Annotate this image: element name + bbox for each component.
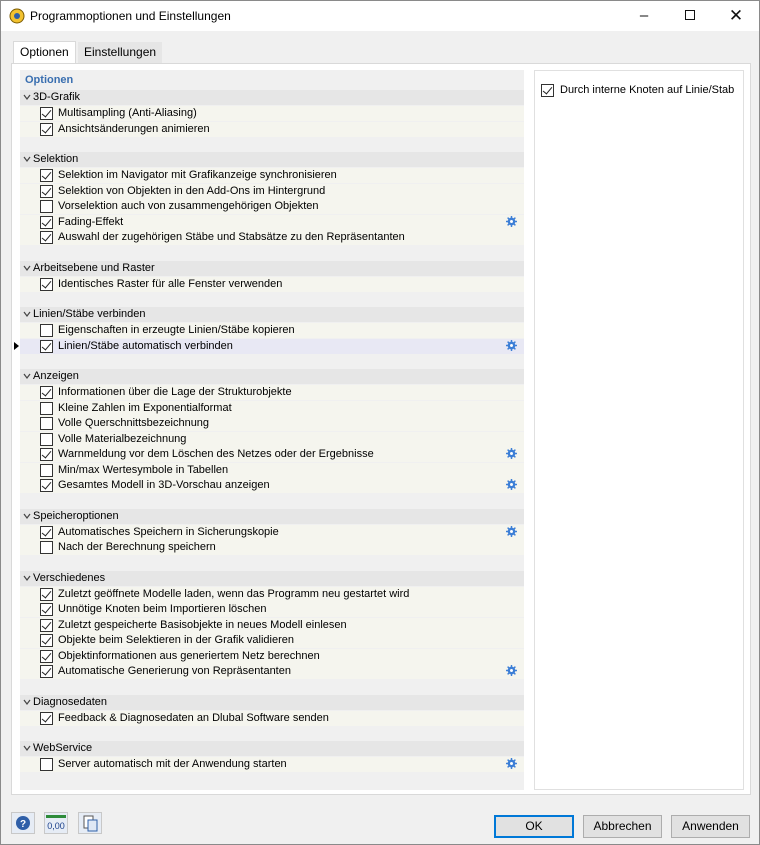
title-bar: [1, 1, 759, 31]
group-header[interactable]: [20, 369, 524, 384]
option-label: Vorselektion auch von zusammengehörigen Objekten: [58, 200, 319, 212]
option-label: Objektinformationen aus generiertem Netz berechnen: [58, 649, 320, 662]
settings-gear-icon[interactable]: [506, 526, 517, 537]
svg-text:?: ?: [19, 819, 27, 830]
option-checkbox[interactable]: [40, 464, 53, 477]
option-label: Automatische Generierung von Repräsentanten: [58, 665, 291, 677]
option-row[interactable]: [20, 199, 524, 214]
option-row[interactable]: [20, 168, 524, 183]
option-checkbox[interactable]: [40, 665, 53, 678]
group-title: 3D-Grafik: [33, 91, 81, 103]
option-checkbox[interactable]: [40, 619, 53, 632]
option-label: Eigenschaften in erzeugte Linien/Stäbe kopieren: [58, 324, 295, 336]
group-header[interactable]: [20, 307, 524, 322]
option-row[interactable]: [20, 757, 524, 772]
option-row[interactable]: [20, 540, 524, 555]
row-pointer-icon: [14, 342, 19, 350]
collapse-arrow-icon[interactable]: [23, 744, 31, 752]
option-checkbox[interactable]: [40, 107, 53, 120]
bottom-bar: [1, 806, 759, 844]
option-label: Warnmeldung vor dem Löschen des Netzes oder der Ergebnisse: [58, 448, 374, 460]
option-label: Linien/Stäbe automatisch verbinden: [58, 339, 233, 352]
collapse-arrow-icon[interactable]: [23, 372, 31, 380]
option-label: Automatisches Speichern in Sicherungskopie: [58, 525, 279, 538]
option-label: Selektion von Objekten in den Add-Ons im Hintergrund: [58, 184, 326, 197]
option-checkbox[interactable]: [40, 169, 53, 182]
option-label: Auswahl der zugehörigen Stäbe und Stabsätze zu den Repräsentanten: [58, 231, 405, 243]
close-button[interactable]: ✕: [728, 6, 744, 25]
option-checkbox[interactable]: [40, 588, 53, 601]
model-data-button[interactable]: [78, 812, 102, 834]
collapse-arrow-icon[interactable]: [23, 512, 31, 520]
option-checkbox[interactable]: [40, 526, 53, 539]
collapse-arrow-icon[interactable]: [23, 264, 31, 272]
tab-strip: [1, 31, 759, 64]
option-checkbox[interactable]: [40, 448, 53, 461]
cancel-button[interactable]: Abbrechen: [583, 815, 662, 838]
option-row[interactable]: [20, 339, 524, 354]
option-checkbox[interactable]: [40, 479, 53, 492]
internal-nodes-label: Durch interne Knoten auf Linie/Stab: [560, 84, 735, 96]
option-label: Fading-Effekt: [58, 215, 124, 228]
ok-button[interactable]: OK: [494, 815, 574, 838]
collapse-arrow-icon[interactable]: [23, 155, 31, 163]
units-text: 0,00: [47, 821, 65, 831]
window-title: Programmoptionen und Einstellungen: [30, 9, 231, 23]
option-label: Ansichtsänderungen animieren: [58, 122, 210, 135]
option-row[interactable]: [20, 277, 524, 292]
tab-optionen[interactable]: Optionen: [13, 41, 76, 64]
settings-gear-icon[interactable]: [506, 448, 517, 459]
group-header[interactable]: [20, 695, 524, 710]
option-checkbox[interactable]: [40, 433, 53, 446]
option-label: Volle Querschnittsbezeichnung: [58, 417, 210, 429]
option-label: Informationen über die Lage der Strukturobjekte: [58, 386, 292, 398]
collapse-arrow-icon[interactable]: [23, 574, 31, 582]
option-checkbox[interactable]: [40, 634, 53, 647]
option-checkbox[interactable]: [40, 231, 53, 244]
panel-title: Optionen: [25, 74, 74, 86]
collapse-arrow-icon[interactable]: [23, 310, 31, 318]
group-title: Arbeitsebene und Raster: [33, 261, 155, 274]
option-checkbox[interactable]: [40, 123, 53, 136]
option-row[interactable]: [20, 106, 524, 121]
option-checkbox[interactable]: [40, 324, 53, 337]
option-label: Objekte beim Selektieren in der Grafik validieren: [58, 634, 295, 646]
settings-gear-icon[interactable]: [506, 665, 517, 676]
detail-panel: [534, 70, 744, 790]
option-checkbox[interactable]: [40, 278, 53, 291]
option-row[interactable]: [20, 711, 524, 726]
option-row[interactable]: [20, 633, 524, 648]
option-checkbox[interactable]: [40, 340, 53, 353]
option-row[interactable]: [20, 447, 524, 462]
option-label: Gesamtes Modell in 3D-Vorschau anzeigen: [58, 479, 270, 491]
option-label: Identisches Raster für alle Fenster verwenden: [58, 277, 283, 290]
option-checkbox[interactable]: [40, 216, 53, 229]
collapse-arrow-icon[interactable]: [23, 698, 31, 706]
group-title: Speicheroptionen: [33, 509, 119, 522]
tab-einstellungen[interactable]: Einstellungen: [78, 42, 162, 63]
option-checkbox[interactable]: [40, 650, 53, 663]
option-checkbox[interactable]: [40, 541, 53, 554]
option-row[interactable]: [20, 385, 524, 400]
internal-nodes-checkbox[interactable]: [541, 84, 554, 97]
help-button[interactable]: [11, 812, 35, 834]
group-title: Anzeigen: [33, 370, 79, 382]
option-label: Zuletzt gespeicherte Basisobjekte in neues Modell einlesen: [58, 618, 347, 631]
option-row[interactable]: [20, 215, 524, 230]
tab-content: [11, 63, 751, 795]
option-label: Nach der Berechnung speichern: [58, 541, 216, 553]
group-title: WebService: [33, 742, 93, 754]
option-row[interactable]: [20, 401, 524, 416]
option-row[interactable]: [20, 463, 524, 478]
group-header[interactable]: [20, 152, 524, 167]
minimize-button[interactable]: –: [639, 7, 649, 24]
option-row[interactable]: [20, 587, 524, 602]
option-label: Selektion im Navigator mit Grafikanzeige synchronisieren: [58, 169, 337, 181]
option-row[interactable]: [20, 618, 524, 633]
option-row[interactable]: [20, 122, 524, 137]
option-row[interactable]: [20, 649, 524, 664]
option-label: Zuletzt geöffnete Modelle laden, wenn das Programm neu gestartet wird: [58, 587, 410, 600]
option-checkbox[interactable]: [40, 712, 53, 725]
maximize-button[interactable]: [667, 1, 713, 31]
group-header[interactable]: [20, 509, 524, 524]
option-row[interactable]: [20, 525, 524, 540]
maximize-icon: [685, 10, 695, 20]
option-checkbox[interactable]: [40, 185, 53, 198]
group-title: Linien/Stäbe verbinden: [33, 308, 146, 320]
option-checkbox[interactable]: [40, 386, 53, 399]
option-row[interactable]: [20, 184, 524, 199]
option-row[interactable]: [20, 478, 524, 493]
group-header[interactable]: [20, 571, 524, 586]
option-label: Volle Materialbezeichnung: [58, 432, 187, 445]
help-icon: [12, 813, 34, 833]
app-logo-icon: [9, 8, 25, 24]
option-row[interactable]: [20, 416, 524, 431]
option-row[interactable]: [20, 432, 524, 447]
group-header[interactable]: [20, 90, 524, 105]
option-checkbox[interactable]: [40, 200, 53, 213]
option-checkbox[interactable]: [40, 417, 53, 430]
group-title: Diagnosedaten: [33, 695, 108, 708]
option-row[interactable]: [20, 323, 524, 338]
group-title: Verschiedenes: [33, 571, 106, 584]
units-icon: [45, 813, 67, 833]
group-title: Selektion: [33, 153, 79, 165]
apply-button[interactable]: Anwenden: [671, 815, 750, 838]
option-label: Min/max Wertesymbole in Tabellen: [58, 463, 229, 476]
option-checkbox[interactable]: [40, 603, 53, 616]
group-header[interactable]: [20, 261, 524, 276]
option-label: Feedback & Diagnosedaten an Dlubal Software senden: [58, 711, 329, 724]
option-row[interactable]: [20, 230, 524, 245]
option-checkbox[interactable]: [40, 402, 53, 415]
option-checkbox[interactable]: [40, 758, 53, 771]
settings-gear-icon[interactable]: [506, 216, 517, 227]
settings-gear-icon[interactable]: [506, 479, 517, 490]
option-label: Multisampling (Anti-Aliasing): [58, 107, 197, 119]
options-tree: [20, 70, 524, 790]
settings-gear-icon[interactable]: [506, 340, 517, 351]
settings-gear-icon[interactable]: [506, 758, 517, 769]
collapse-arrow-icon[interactable]: [23, 93, 31, 101]
model-data-icon: [79, 813, 101, 833]
option-label: Server automatisch mit der Anwendung starten: [58, 758, 287, 770]
group-header[interactable]: [20, 741, 524, 756]
units-button[interactable]: [44, 812, 68, 834]
option-row[interactable]: [20, 602, 524, 617]
option-label: Kleine Zahlen im Exponentialformat: [58, 401, 232, 414]
option-row[interactable]: [20, 664, 524, 679]
option-label: Unnötige Knoten beim Importieren löschen: [58, 603, 267, 615]
